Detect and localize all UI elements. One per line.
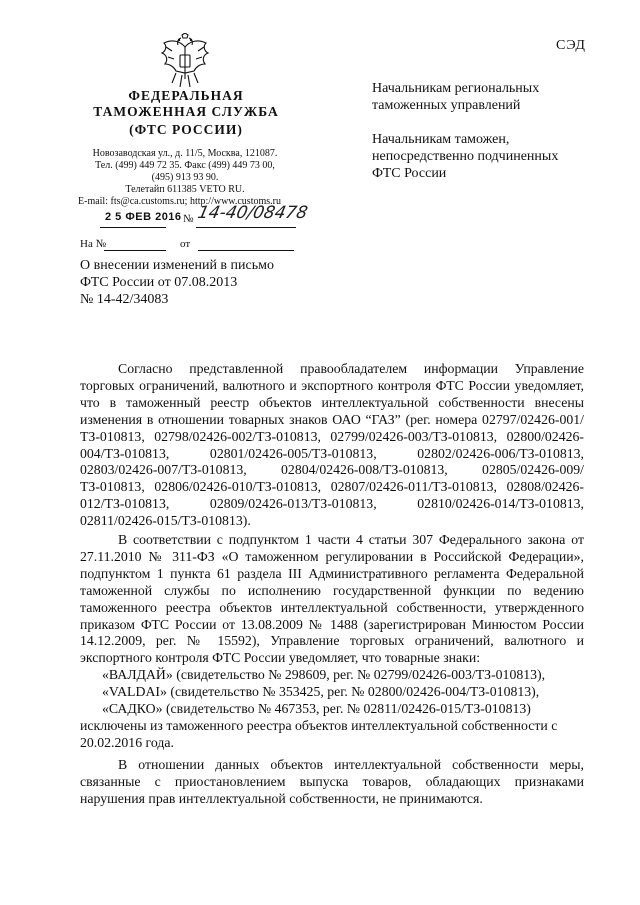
sed-mark: СЭД bbox=[556, 38, 586, 53]
email-line: E-mail: fts@ca.customs.ru; http://www.customs.ru bbox=[78, 196, 281, 207]
org-name-line3: (ФТС РОССИИ) bbox=[129, 122, 243, 137]
document-number-handwritten: 14-40/08478 bbox=[195, 203, 310, 223]
recipient-line2: таможенных управлений bbox=[372, 98, 521, 113]
trademark-valdai-latin: «VALDAI» (свидетельство № 353425, рег. № 02800/02426-004/ТЗ-010813), bbox=[102, 684, 540, 700]
double-headed-eagle-emblem-icon bbox=[158, 33, 212, 89]
recipient-line4: непосредственно подчиненных bbox=[372, 149, 559, 164]
reference-date-underline bbox=[198, 250, 294, 251]
recipient-line5: ФТС России bbox=[372, 166, 447, 181]
body-paragraph-2-main: В соответствии с подпунктом 1 части 4 статьи 307 Федерального закона от 27.11.2010 № 311-ФЗ «О таможенном регулировании в Российской Федерации», подпунктом 1 пункта 61 раздела III Административного регламента Федеральной таможенной службы по исполнению государственной функции по ведению таможенного реестра объектов интеллектуальной собственности, утвержденного приказом ФТС России от 13.08.2009 № 1488 (зарегистрирован Минюстом России 14.12.2009, рег. № 15592), Управление торговых ограничений, валютного и экспортного контроля ФТС России уведомляет, что товарные знаки: bbox=[80, 532, 584, 666]
date-underline bbox=[100, 227, 166, 228]
reference-number-underline bbox=[104, 250, 166, 251]
address-line1: Новозаводская ул., д. 11/5, Москва, 121087. bbox=[92, 148, 278, 159]
address-line2: Тел. (499) 449 72 35. Факс (499) 449 73 00, bbox=[95, 160, 275, 171]
org-name-line2: ТАМОЖЕННАЯ СЛУЖБА bbox=[93, 104, 279, 119]
trademark-sadko: «САДКО» (свидетельство № 467353, рег. № 02811/02426-015/ТЗ-010813) bbox=[102, 701, 531, 717]
address-line4: Телетайп 611385 VETO RU. bbox=[125, 184, 245, 195]
number-underline bbox=[196, 227, 296, 228]
reference-date-label: от bbox=[180, 238, 191, 250]
reference-number-label: На № bbox=[80, 238, 107, 250]
number-label: № bbox=[183, 213, 194, 225]
subject-line2: ФТС России от 07.08.2013 bbox=[80, 275, 238, 290]
body-paragraph-3: В отношении данных объектов интеллектуальной собственности меры, связанные с приостановлением выпуска товаров, обладающих признаками нарушения прав интеллектуальной собственности, не принимаются. bbox=[80, 757, 584, 806]
body-paragraph-2 bbox=[80, 532, 584, 752]
body-paragraph-2-tail: исключены из таможенного реестра объектов интеллектуальной собственности с 20.02.2016 года. bbox=[80, 717, 558, 750]
address-line3: (495) 913 93 90. bbox=[151, 172, 219, 183]
org-name-line1: ФЕДЕРАЛЬНАЯ bbox=[128, 88, 244, 103]
subject-line1: О внесении изменений в письмо bbox=[80, 258, 274, 273]
trademark-valdai: «ВАЛДАЙ» (свидетельство № 298609, рег. № 02799/02426-003/ТЗ-010813), bbox=[102, 667, 546, 683]
body-paragraph-1: Согласно представленной правообладателем информации Управление торговых ограничений, валютного и экспортного контроля ФТС России уведомляет, что в таможенный реестр объектов интеллектуальной собственности внесены изменения в отношении товарных знаков ОАО “ГАЗ” (рег. номера 02797/02426-001/ТЗ-010813, 02798/02426-002/ТЗ-010813, 02799/02426-003/ТЗ-010813, 02800/02426-004/ТЗ-010813, 02801/02426-005/ТЗ-010813, 02802/02426-006/ТЗ-010813, 02803/02426-007/ТЗ-010813, 02804/02426-008/ТЗ-010813, 02805/02426-009/ТЗ-010813, 02806/02426-010/ТЗ-010813, 02807/02426-011/ТЗ-010813, 02808/02426-012/ТЗ-010813, 02809/02426-013/ТЗ-010813, 02810/02426-014/ТЗ-010813, 02811/02426-015/ТЗ-010813). bbox=[80, 361, 584, 529]
recipient-line3: Начальникам таможен, bbox=[372, 132, 510, 147]
recipient-line1: Начальникам региональных bbox=[372, 81, 540, 96]
subject-line3: № 14-42/34083 bbox=[80, 292, 169, 307]
document-date-stamp: 2 5 ФЕВ 2016 bbox=[105, 211, 182, 223]
